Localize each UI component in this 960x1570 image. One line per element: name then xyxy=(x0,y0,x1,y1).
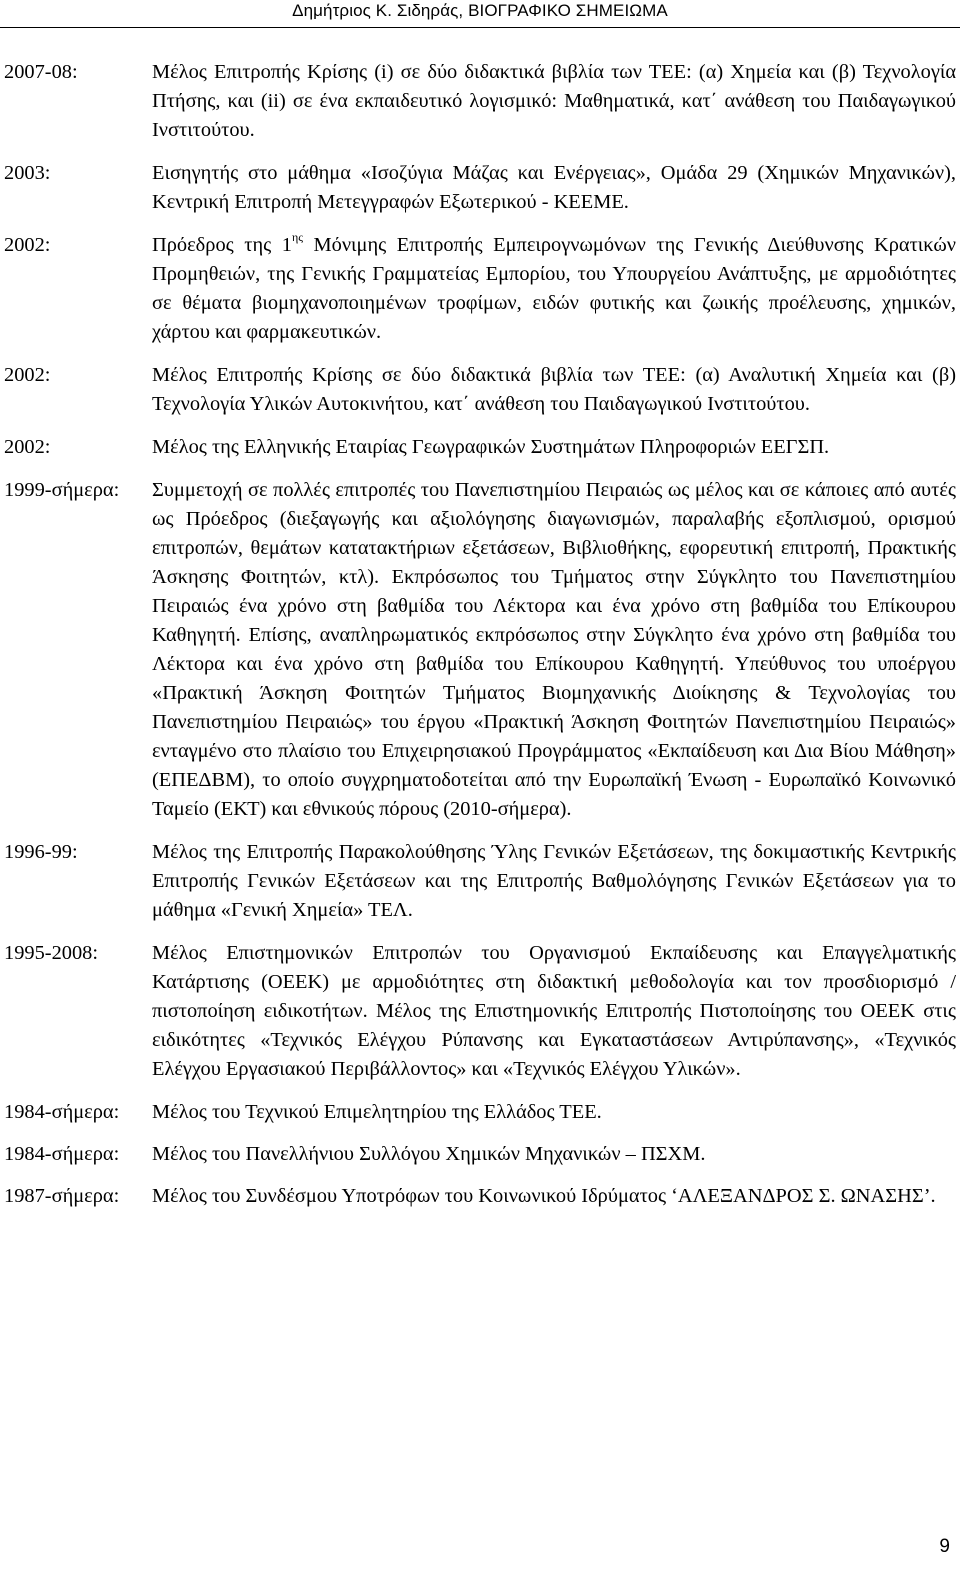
entry-text: Μέλος του Πανελλήνιου Συλλόγου Χημικών Μηχανικών – ΠΣΧΜ. xyxy=(152,1143,706,1165)
entry-text: Συμμετοχή σε πολλές επιτροπές του Πανεπιστημίου Πειραιώς ως μέλος και σε κάποιες από αυτές ως Πρόεδρος (διεξαγωγής και αξιολόγησης διαγωνισμών, παραλαβής εξοπλισμού, ορισμού επιτροπών, θεμάτων κατατακτήριων εξετάσεων, Βιβλιοθήκης, εφορευτική επιτροπή, Πρακτικής Άσκησης Φοιτητών, κτλ). Εκπρόσωπος του Τμήματος στην Σύγκλητο του Πανεπιστημίου Πειραιώς ένα χρόνο στη βαθμίδα του Λέκτορα και ένα χρόνο στη βαθμίδα του Επίκουρου Καθηγητή. Επίσης, αναπληρωματικός εκπρόσωπος στην Σύγκλητο ένα χρόνο στη βαθμίδα του Λέκτορα και ένα χρόνο στη βαθμίδα του Επίκουρου Καθηγητή. Υπεύθυνος του υποέργου «Πρακτική Άσκηση Φοιτητών Τμήματος Βιομηχανικής Διοίκησης & Τεχνολογίας του Πανεπιστημίου Πειραιώς» του έργου «Πρακτική Άσκηση Φοιτητών Πανεπιστημίου Πειραιώς» ενταγμένο στο πλαίσιο του Επιχειρησιακού Προγράμματος «Εκπαίδευση και Δια Βίου Μάθηση» (ΕΠΕΔΒΜ), το οποίο συγχρηματοδοτείται από την Ευρωπαϊκή Ένωση - Ευρωπαϊκό Κοινωνικό Ταμείο (ΕΚΤ) και εθνικούς πόρους (2010-σήμερα). xyxy=(152,479,956,820)
entry-date: 2003: xyxy=(4,162,51,184)
entry-text: Μέλος της Ελληνικής Εταιρίας Γεωγραφικών Συστημάτων Πληροφοριών ΕΕΓΣΠ. xyxy=(152,436,830,458)
entry-date: 2007-08: xyxy=(4,61,78,83)
cv-entry xyxy=(4,838,956,925)
cv-entry xyxy=(4,1182,956,1211)
entry-text: Μέλος Επιτροπής Κρίσης (i) σε δύο διδακτικά βιβλία των ΤΕΕ: (α) Χημεία και (β) Τεχνολογία Πτήσης, και (ii) σε ένα εκπαιδευτικό λογισμικό: Μαθηματικά, κατ΄ ανάθεση του Παιδαγωγικού Ινστιτούτου. xyxy=(152,61,956,141)
entry-date: 1984-σήμερα: xyxy=(4,1143,120,1165)
entry-date: 1995-2008: xyxy=(4,942,99,964)
entry-text: Μέλος του Συνδέσμου Υποτρόφων του Κοινωνικού Ιδρύματος ‘ΑΛΕΞΑΝΔΡΟΣ Σ. ΩΝΑΣΗΣ’. xyxy=(152,1185,936,1207)
entry-text: Μόνιμης Επιτροπής Εμπειρογνωμόνων της Γενικής Διεύθυνσης Κρατικών Προμηθειών, της Γενικής Γραμματείας Εμπορίου, του Υπουργείου Ανάπτυξης, με αρμοδιότητες σε θέματα βιομηχανοποιημένων τροφίμων, ειδών φυτικής και ζωικής προέλευσης, χημικών, χάρτου και φαρμακευτικών. xyxy=(152,234,956,343)
entry-text: Μέλος της Επιτροπής Παρακολούθησης Ύλης Γενικών Εξετάσεων, της δοκιμαστικής Κεντρικής Επιτροπής Γενικών Εξετάσεων και της Επιτροπής Βαθμολόγησης Γενικών Εξετάσεων για το μάθημα «Γενική Χημεία» ΤΕΛ. xyxy=(152,841,956,921)
entry-date: 2002: xyxy=(4,364,51,386)
page-header: Δημήτριος Κ. Σιδηράς, ΒΙΟΓΡΑΦΙΚΟ ΣΗΜΕΙΩΜΑ xyxy=(292,1,668,20)
entry-text: Μέλος Επιστημονικών Επιτροπών του Οργανισμού Εκπαίδευσης και Επαγγελματικής Κατάρτισης (ΟΕΕΚ) με αρμοδιότητες στη διδακτική μεθοδολογία και τον προσδιορισμό / πιστοποίηση ειδικοτήτων. Μέλος της Επιστημονικής Επιτροπής Πιστοποίησης του ΟΕΕΚ στις ειδικότητες «Τεχνικός Ελέγχου Ρύπανσης και Εγκαταστάσεων Αντιρύπανσης», «Τεχνικός Ελέγχου Εργασιακού Περιβάλλοντος» και «Τεχνικός Ελέγχου Υλικών». xyxy=(152,942,956,1080)
entry-date: 1984-σήμερα: xyxy=(4,1101,120,1123)
cv-entry xyxy=(4,231,956,347)
entry-text: Μέλος Επιτροπής Κρίσης σε δύο διδακτικά βιβλία των ΤΕΕ: (α) Αναλυτική Χημεία και (β) Τεχνολογία Υλικών Αυτοκινήτου, κατ΄ ανάθεση του Παιδαγωγικού Ινστιτούτου. xyxy=(152,364,956,415)
cv-entry xyxy=(4,361,956,419)
entry-text: Εισηγητής στο μάθημα «Ισοζύγια Μάζας και Ενέργειας», Ομάδα 29 (Χημικών Μηχανικών), Κεντρική Επιτροπή Μετεγγραφών Εξωτερικού - ΚΕΕΜΕ. xyxy=(152,162,956,213)
cv-entry xyxy=(4,433,956,462)
entry-text: Μέλος του Τεχνικού Επιμελητηρίου της Ελλάδος ΤΕΕ. xyxy=(152,1101,602,1123)
entry-date: 2002: xyxy=(4,436,51,458)
cv-entry xyxy=(4,476,956,824)
entry-text-wrapper xyxy=(152,231,956,347)
cv-entry xyxy=(4,1140,956,1169)
cv-entry xyxy=(4,58,956,145)
header-rule xyxy=(0,27,960,28)
cv-entries xyxy=(4,58,956,1225)
cv-entry xyxy=(4,939,956,1084)
cv-entry xyxy=(4,1098,956,1127)
entry-date: 2002: xyxy=(4,234,51,256)
cv-entry xyxy=(4,159,956,217)
entry-date: 1999-σήμερα: xyxy=(4,479,120,501)
page-number: 9 xyxy=(939,1536,950,1557)
entry-text-prefix: Πρόεδρος της 1 xyxy=(152,234,292,256)
entry-text-superscript: ης xyxy=(291,230,303,244)
entry-date: 1996-99: xyxy=(4,841,78,863)
entry-date: 1987-σήμερα: xyxy=(4,1185,120,1207)
